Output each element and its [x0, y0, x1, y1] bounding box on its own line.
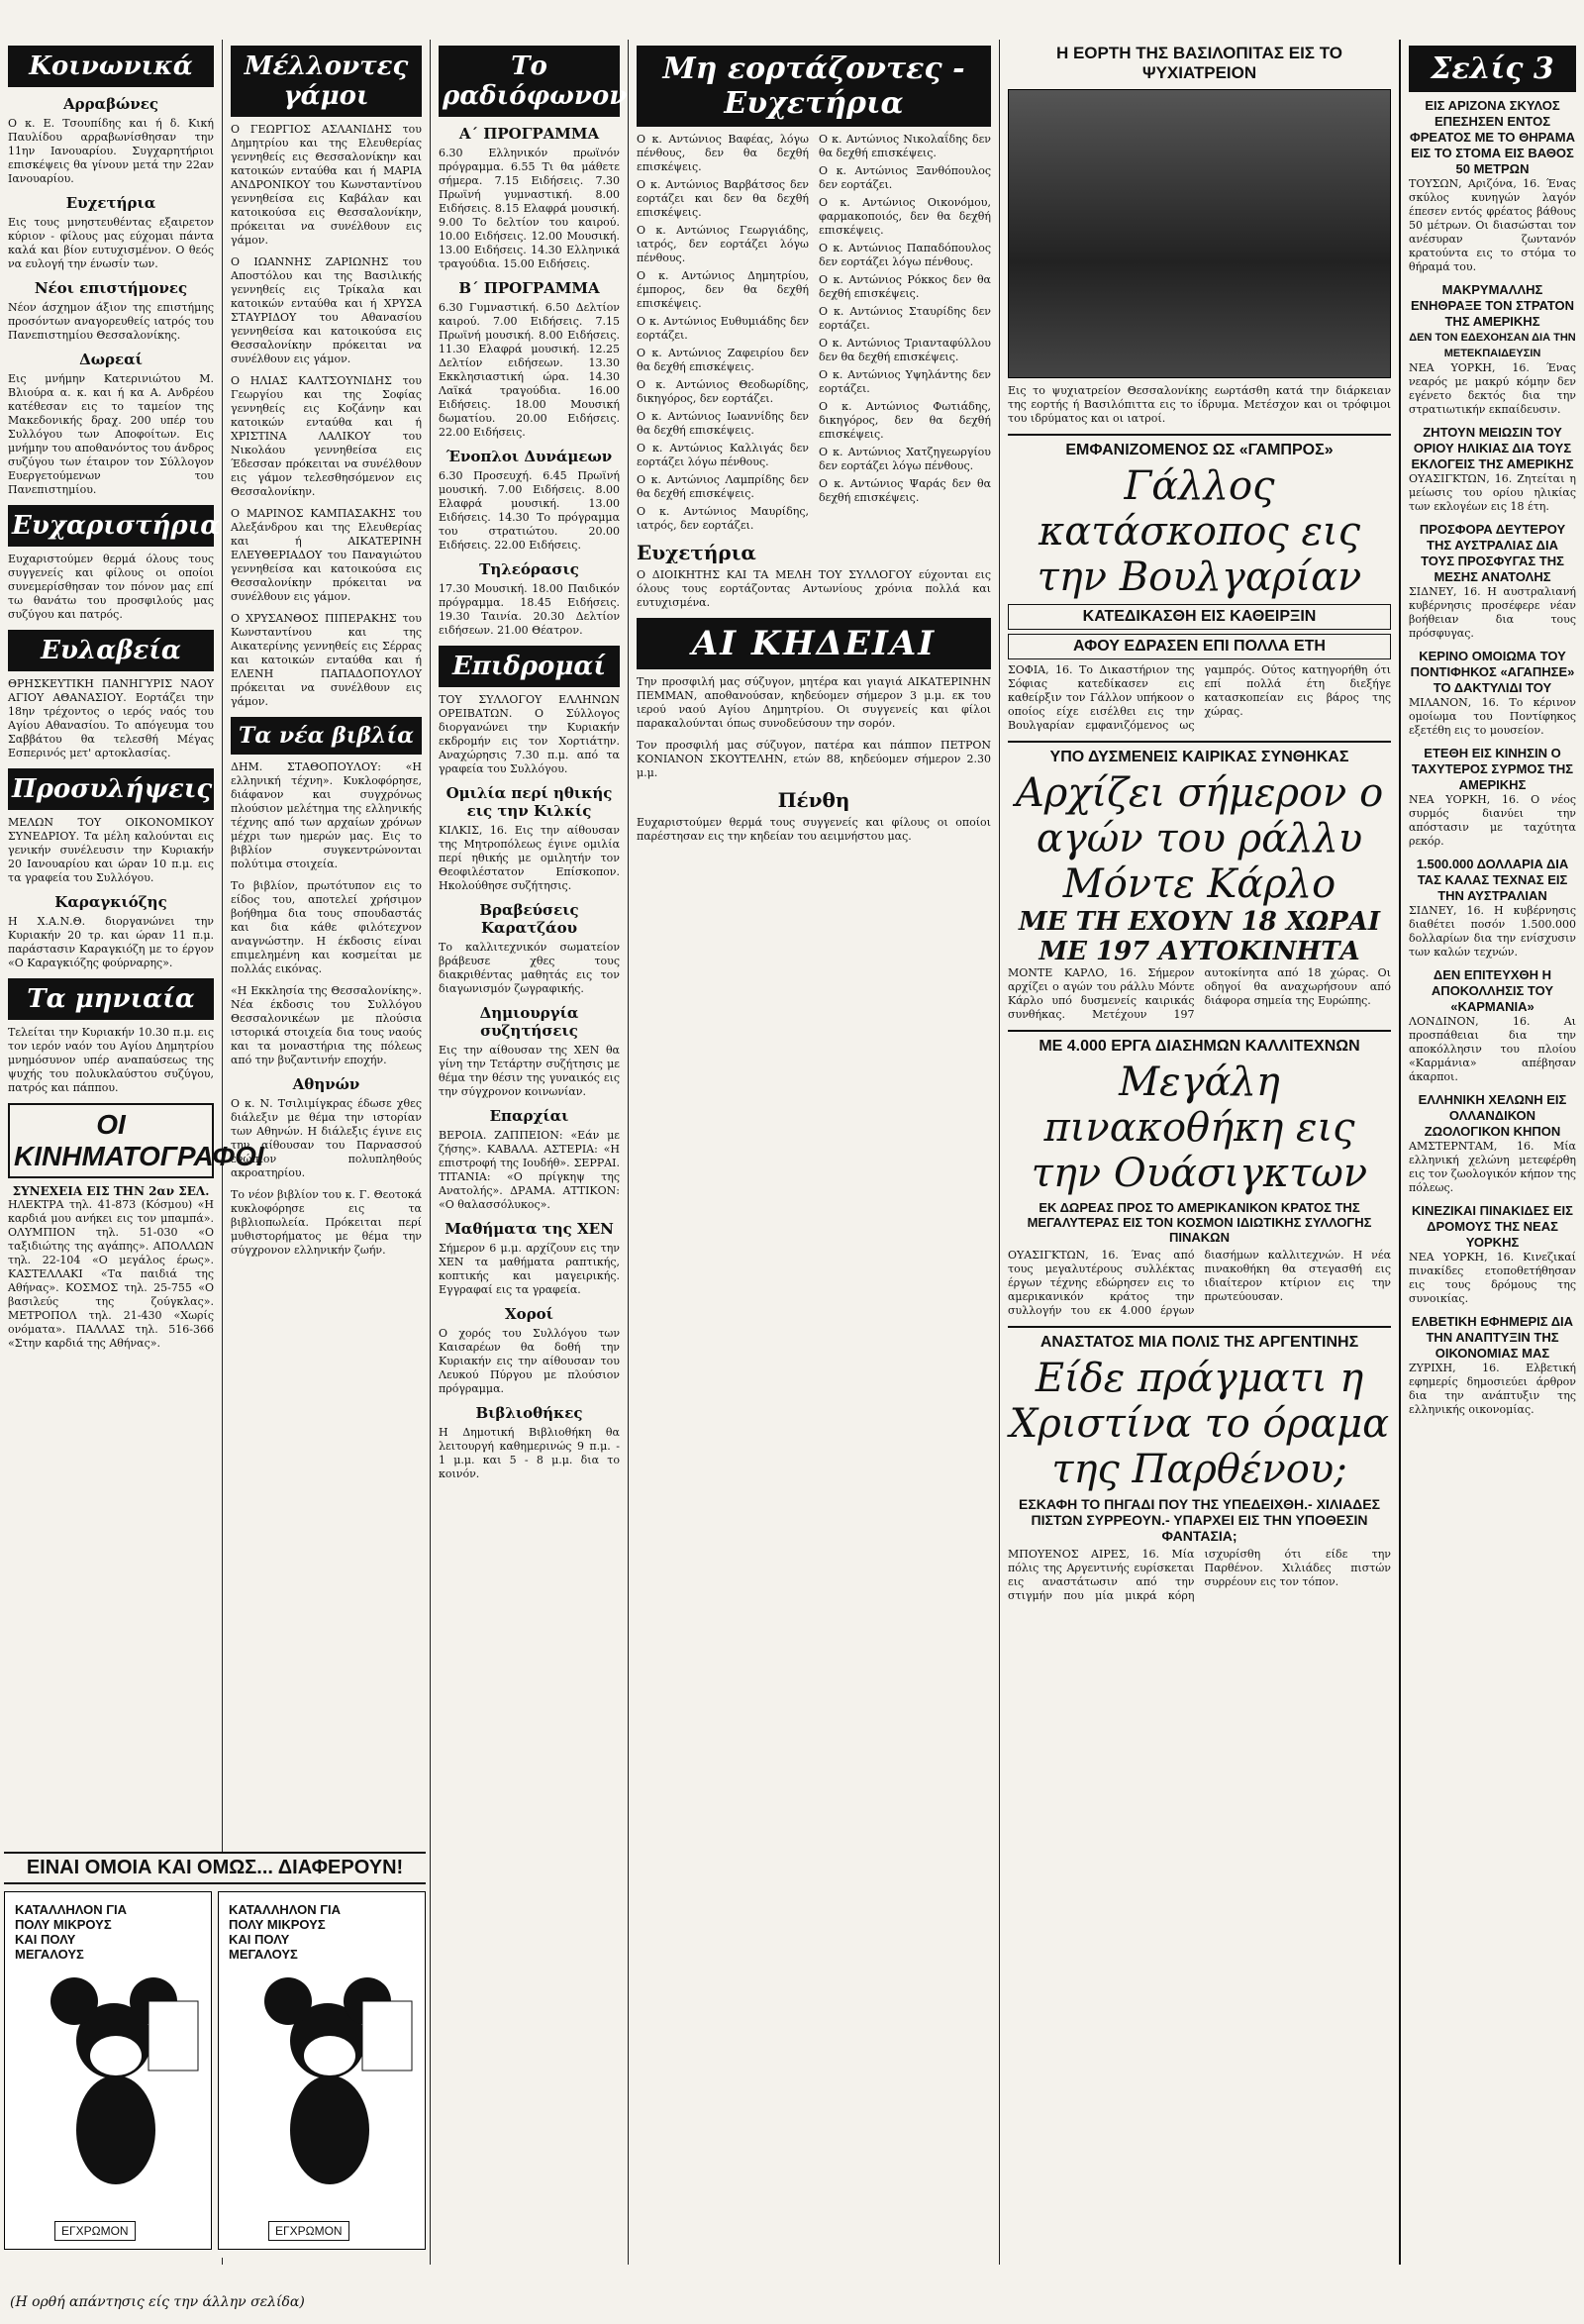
text-block: Το νέον βιβλίον του κ. Γ. Θεοτοκά κυκλοφόρησε εις τα βιβλιοπωλεία. Πρόκειται περί μυθιστορήματος με θέμα την σύγχρονον ελληνικήν ζωήν.	[231, 1188, 422, 1257]
subhead-mourning: Πένθη	[777, 788, 850, 812]
subhead-discussions: Δημιουργία συζητήσεις	[479, 1004, 579, 1040]
story4-title: Είδε πράγματι η Χριστίνα το όραμα της Παρθένου;	[1009, 1356, 1390, 1492]
text-block: Ο ΧΡΥΣΑΝΘΟΣ ΠΙΠΕΡΑΚΗΣ του Κωνσταντίνου και της Αικατερίνης γεννηθείς εις Σέρρας και κατοικών ενταύθα και ή ΕΛΕΝΗ ΠΑΠΑΔΟΠΟΥΛΟΥ πρόκειται να συνέλθουν εις γάμον.	[231, 612, 422, 708]
cartoon-panel-right	[218, 1891, 426, 2250]
subhead-dances: Χοροί	[505, 1305, 553, 1323]
subhead-provinces: Επαρχίαι	[489, 1107, 569, 1125]
banner-invitations: Προσυλήψεις	[8, 768, 214, 810]
text-block: ΤΟΥ ΣΥΛΛΟΓΟΥ ΕΛΛΗΝΩΝ ΟΡΕΙΒΑΤΩΝ. Ο Σύλλογος διοργανώνει την Κυριακήν εκδρομήν εις τον Χορτιάτην. Αναχώρησις 7.30 π.μ. από τα γραφεία του Συλλόγου.	[439, 693, 620, 775]
text-block: Το καλλιτεχνικόν σωματείον βράβευσε χθες τους διακριθέντας μαθητάς εις τον διαγωνισμόν ζωγραφικής.	[439, 941, 620, 995]
subhead-television: Τηλεόρασις	[479, 560, 579, 578]
brief-headline: ΜΑΚΡΥΜΑΛΛΗΣ ΕΝΗΘΡΑΞΕ ΤΟΝ ΣΤΡΑΤΟΝ ΤΗΣ ΑΜΕΡΙΚΗΣ	[1410, 282, 1575, 329]
story4-sub: ΕΣΚΑΦΗ ΤΟ ΠΗΓΑΔΙ ΠΟΥ ΤΗΣ ΥΠΕΔΕΙΧΘΗ.- ΧΙΛΙΑΔΕΣ ΠΙΣΤΩΝ ΣΥΡΡΕΟΥΝ.- ΥΠΑΡΧΕΙ ΕΙΣ ΤΗΝ ΥΠΟΘΕΣΙΝ ΦΑΝΤΑΣΙΑ;	[1019, 1496, 1380, 1544]
story1-kicker: ΕΜΦΑΝΙΖΟΜΕΝΟΣ ΩΣ «ΓΑΜΠΡΟΣ»	[1065, 442, 1334, 458]
subhead-libraries: Βιβλιοθήκες	[475, 1404, 583, 1422]
text-block: Τον προσφιλή μας σύζυγον, πατέρα και πάππον ΠΕΤΡΟΝ ΚΟΝΙΑΝΟΝ ΣΚΟΥΤΕΛΗΝ, ετών 88, κηδεύομεν σήμερον 2.30 μ.μ.	[637, 739, 991, 779]
text-block: ΚΙΛΚΙΣ, 16. Εις την αίθουσαν της Μητροπόλεως έγινε ομιλία περί ηθικής με ομιλητήν τον Θεοφιλέστατον Επίσκοπον. Ηκολούθησε συζήτησις.	[439, 824, 620, 892]
brief-headline: ΕΛΒΕΤΙΚΗ ΕΦΗΜΕΡΙΣ ΔΙΑ ΤΗΝ ΑΝΑΠΤΥΞΙΝ ΤΗΣ ΟΙΚΟΝΟΜΙΑΣ ΜΑΣ	[1411, 1314, 1574, 1361]
text-block: 17.30 Μουσική. 18.00 Παιδικόν πρόγραμμα. 18.45 Ειδήσεις. 19.30 Ταινία. 20.30 Δελτίον ειδήσεων. 21.00 Θέατρον.	[439, 582, 620, 637]
text-block: Ευχαριστούμεν θερμά τους συγγενείς και φίλους οι οποίοι παρέστησαν εις την κηδείαν του αειμνήστου μας.	[637, 816, 991, 843]
cartoon-left-text: ΚΑΤΑΛΛΗΛΟΝ ΓΙΑ ΠΟΛΥ ΜΙΚΡΟΥΣ ΚΑΙ ΠΟΛΥ ΜΕΓΑΛΟΥΣ	[15, 1902, 128, 1962]
text-block: Ο ΗΛΙΑΣ ΚΑΛΤΣΟΥΝΙΔΗΣ του Γεωργίου και της Σοφίας γεννηθείς εις Κοζάνην και κατοικών ενταύθα και ή ΧΡΙΣΤΙΝΑ ΛΑΛΙΚΟΥ του Νικολάου γεννηθείσα εις Έδεσσαν πρόκειται να συνέλθουν εις γάμον τελεσθησόμενον εις Θεσσαλονίκην.	[231, 374, 422, 498]
text-block: Νέον άσχημον άξιον της επιστήμης προσόντων αναγορευθείς ιατρός του Πανεπιστημίου Θεσσαλονίκης.	[8, 301, 214, 342]
photo-psychiatric-celebration	[1008, 89, 1391, 378]
text-block: Σήμερον 6 μ.μ. αρχίζουν εις την ΧΕΝ τα μαθήματα ραπτικής, κοπτικής και μαγειρικής. Εγγραφαί εις τα γραφεία.	[439, 1242, 620, 1296]
cartoon-right-text: ΚΑΤΑΛΛΗΛΟΝ ΓΙΑ ΠΟΛΥ ΜΙΚΡΟΥΣ ΚΑΙ ΠΟΛΥ ΜΕΓΑΛΟΥΣ	[229, 1902, 342, 1962]
subhead-engagements: Αρραβώνες	[62, 95, 159, 113]
brief-headline: ΕΛΛΗΝΙΚΗ ΧΕΛΩΝΗ ΕΙΣ ΟΛΛΑΝΔΙΚΟΝ ΖΩΟΛΟΓΙΚΟΝ ΚΗΠΟΝ	[1418, 1092, 1567, 1139]
banner-social: Κοινωνικά	[8, 46, 214, 87]
brief-headline: 1.500.000 ΔΟΛΛΑΡΙΑ ΔΙΑ ΤΑΣ ΚΑΛΑΣ ΤΕΧΝΑΣ ΕΙΣ ΤΗΝ ΑΥΣΤΡΑΛΙΑΝ	[1416, 857, 1569, 903]
subhead-new-scientists: Νέοι επιστήμονες	[34, 279, 188, 297]
text-block: Ο ΙΩΑΝΝΗΣ ΖΑΡΙΩΝΗΣ του Αποστόλου και της Βασιλικής γεννηθείς εις Τρίκαλα και κατοικών ενταύθα και ή ΧΡΥΣΑ ΣΤΑΥΡΙΔΟΥ του Αθανασίου γεννηθείσα και κατοικούσα εις Θεσσαλονίκην πρόκειται να συνέλθουν εις γάμον.	[231, 255, 422, 365]
column-namedays	[629, 40, 1000, 2265]
column-radio	[431, 40, 629, 2265]
banner-raids: Επιδρομαί	[439, 646, 620, 687]
subhead-program-b: Β΄ ΠΡΟΓΡΑΜΜΑ	[458, 279, 600, 297]
brief-headline: ΖΗΤΟΥΝ ΜΕΙΩΣΙΝ ΤΟΥ ΟΡΙΟΥ ΗΛΙΚΙΑΣ ΔΙΑ ΤΟΥΣ ΕΚΛΟΓΕΙΣ ΤΗΣ ΑΜΕΡΙΚΗΣ	[1411, 425, 1574, 471]
text-block: Η Χ.Α.Ν.Θ. διοργανώνει την Κυριακήν 20 τρ. και ώραν 11 π.μ. παράστασιν Καραγκιόζη με το έργον «Ο Καραγκιόζης φούρναρης».	[8, 915, 214, 969]
text-block: «Η Εκκλησία της Θεσσαλονίκης». Νέα έκδοσις του Συλλόγου Θεσσαλονικέων με πλούσια ιστορικά στοιχεία δια τους ναούς και τα μοναστήρια της πόλεως από την βυζαντινήν εποχήν.	[231, 984, 422, 1066]
text-block: ΜΟΝΤΕ ΚΑΡΛΟ, 16. Σήμερον αρχίζει ο αγών του ράλλυ Μόντε Κάρλο υπό δυσμενείς καιρικάς συνθήκας. Μετέχουν 197 αυτοκίνητα από 18 χώρας. Οι οδηγοί θα αναχωρήσουν από διάφορα σημεία της Ευρώπης.	[1008, 966, 1391, 1021]
brief-headline: ΕΤΕΘΗ ΕΙΣ ΚΙΝΗΣΙΝ Ο ΤΑΧΥΤΕΡΟΣ ΣΥΡΜΟΣ ΤΗΣ ΑΜΕΡΙΚΗΣ	[1411, 746, 1574, 792]
banner-page3: Σελίς 3	[1409, 46, 1576, 92]
story4-dateline: ΜΠΟΥΕΝΟΣ ΑΙΡΕΣ, 16.	[1008, 1548, 1160, 1561]
text-block: Την προσφιλή μας σύζυγον, μητέρα και γιαγιά ΑΙΚΑΤΕΡΙΝΗΝ ΠΕΜΜΑΝ, αποθανούσαν, κηδεύομεν σήμερον 3 μ.μ. εκ του ιερού ναού Αγίου Δημητρίου. Οι συγγενείς και φίλοι παρακαλούνται όπως συνοδεύσουν την σορόν.	[637, 675, 991, 730]
story1-title: Γάλλος κατάσκοπος εις την Βουλγαρίαν	[1037, 463, 1362, 600]
column-center: Η ΕΟΡΤΗ ΤΗΣ ΒΑΣΙΛΟΠΙΤΑΣ ΕΙΣ ΤΟ ΨΥΧΙΑΤΡΕΙΟΝ Εις το ψυχιατρείον Θεσσαλονίκης εωρτάσθη κατά την διάρκειαν της εορτής ή Βασιλόπιττα εις το ίδρυμα. Μετέσχον και οι τρόφιμοι του ιδρύματος και οι ιατροί. ΕΜΦΑΝΙΖΟΜΕΝΟΣ ΩΣ «ΓΑΜΠΡΟΣ» Γάλλος κατάσκοπος εις την Βουλγαρίαν ΚΑΤΕΔΙΚΑΣΘΗ ΕΙΣ ΚΑΘΕΙΡΞΙΝ ΑΦΟΥ ΕΔΡΑΣΕΝ ΕΠΙ ΠΟΛΛΑ ΕΤΗ ΣΟΦΙΑ, 16. Το Δικαστήριον της Σόφιας κατεδίκασεν εις καθείρξιν τον Γάλλον υπήκοον ο οποίος είχε εισέλθει εις την Βουλγαρίαν εμφανιζόμενος ως γαμπρός. Ούτος κατηγορήθη ότι επί πολλά έτη διεξήγε κατασκοπείαν εις βάρος της χώρας. ΥΠΟ ΔΥΣΜΕΝΕΙΣ ΚΑΙΡΙΚΑΣ ΣΥΝΘΗΚΑΣ Αρχίζει σήμερον ο αγών του ράλλυ Μόντε Κάρλο ΜΕ ΤΗ ΕΧΟΥΝ 18 ΧΩΡΑΙ ΜΕ 197 ΑΥΤΟΚΙΝΗΤΑ ΜΟΝΤΕ ΚΑΡΛΟ, 16. Σήμερον αρχίζει ο αγών του ράλλυ Μόντε Κάρλο υπό δυσμενείς καιρικάς συνθήκας. Μετέχουν 197 αυτοκίνητα από 18 χώρας. Οι οδηγοί θα αναχωρήσουν από διάφορα σημεία της Ευρώπης. ΜΕ 4.000 ΕΡΓΑ ΔΙΑΣΗΜΩΝ ΚΑΛΛΙΤΕΧΝΩΝ Μεγάλη πινακοθήκη εις την Ουάσιγκτων ΕΚ ΔΩΡΕΑΣ ΠΡΟΣ ΤΟ ΑΜΕΡΙΚΑΝΙΚΟΝ ΚΡΑΤΟΣ ΤΗΣ ΜΕΓΑΛΥΤΕΡΑΣ ΕΙΣ ΤΟΝ ΚΟΣΜΟΝ ΙΔΙΩΤΙΚΗΣ ΣΥΛΛΟΓΗΣ ΠΙΝΑΚΩΝ ΟΥΑΣΙΓΚΤΩΝ, 16. Ένας από τους μεγαλυτέρους συλλέκτας έργων τέχνης εδώρησεν εις το αμερικανικόν κράτος την συλλογήν του εκ 4.000 έργων διασήμων καλλιτεχνών. Η νέα πινακοθήκη θα στεγασθή εις ιδιαίτερον κτίριον εις την πρωτεύουσαν. ΑΝΑΣΤΑΤΟΣ ΜΙΑ ΠΟΛΙΣ ΤΗΣ ΑΡΓΕΝΤΙΝΗΣ Είδε πράγματι η Χριστίνα το όραμα της Παρθένου; ΕΣΚΑΦΗ ΤΟ ΠΗΓΑΔΙ ΠΟΥ ΤΗΣ ΥΠΕΔΕΙΧΘΗ.- ΧΙΛΙΑΔΕΣ ΠΙΣΤΩΝ ΣΥΡΡΕΟΥΝ.- ΥΠΑΡΧΕΙ ΕΙΣ ΤΗΝ ΥΠΟΘΕΣΙΝ ΦΑΝΤΑΣΙΑ; ΜΠΟΥΕΝΟΣ ΑΙΡΕΣ, 16. Μία πόλις της Αργεντινής ευρίσκεται εις αναστάτωσιν από την στιγμήν που μία μικρά κόρη ισχυρίσθη ότι είδε την Παρθένον. Χιλιάδες πιστών συρρέουν εις τον τόπον.	[1000, 40, 1401, 2265]
banner-piety: Ευλαβεία	[8, 630, 214, 671]
mickey-mouse-drawing-left	[5, 1892, 211, 2249]
brief-headline: ΠΡΟΣΦΟΡΑ ΔΕΥΤΕΡΟΥ ΤΗΣ ΑΥΣΤΡΑΛΙΑΣ ΔΙΑ ΤΟΥΣ ΠΡΟΣΦΥΓΑΣ ΤΗΣ ΜΕΣΗΣ ΑΝΑΤΟΛΗΣ	[1419, 522, 1566, 584]
text-block: Εις το ψυχιατρείον Θεσσαλονίκης εωρτάσθη κατά την διάρκειαν της εορτής ή Βασιλόπιττα εις το ίδρυμα. Μετέσχον και οι τρόφιμοι του ιδρύματος και οι ιατροί.	[1008, 384, 1391, 425]
text-block: ΟΥΑΣΙΓΚΤΩΝ, 16. Ένας από τους μεγαλυτέρους συλλέκτας έργων τέχνης εδώρησεν εις το αμερικανικόν κράτος την συλλογήν του εκ 4.000 έργων διασήμων καλλιτεχνών. Η νέα πινακοθήκη θα στεγασθή εις ιδιαίτερον κτίριον εις την πρωτεύουσαν.	[1008, 1249, 1391, 1317]
text-block: Τελείται την Κυριακήν 10.30 π.μ. εις τον ιερόν ναόν του Αγίου Δημητρίου μνημόσυνον υπέρ αναπαύσεως της ψυχής του πολυκλαύστου συζύγου, πατρός και πάππου.	[8, 1026, 214, 1094]
text-block: Ο ΓΕΩΡΓΙΟΣ ΑΣΛΑΝΙΔΗΣ του Δημητρίου και της Ελευθερίας γεννηθείς εις Θεσσαλονίκην και κατοικών ενταύθα και ή ΜΑΡΙΑ ΑΝΔΡΟΝΙΚΟΥ του Κωνσταντίνου γεννηθείσα εις Καβάλαν και κατοικούσα εις Θεσσαλονίκην, πρόκειται να συνέλθουν εις γάμον.	[231, 123, 422, 247]
cartoon-title: ΕΙΝΑΙ ΟΜΟΙΑ ΚΑΙ ΟΜΩΣ... ΔΙΑΦΕΡΟΥΝ!	[4, 1852, 426, 1884]
mickey-mouse-drawing-right	[219, 1892, 425, 2249]
text-block: ΘΡΗΣΚΕΥΤΙΚΗ ΠΑΝΗΓΥΡΙΣ ΝΑΟΥ ΑΓΙΟΥ ΑΘΑΝΑΣΙΟΥ. Εορτάζει την 18ην τρέχοντος ο ιερός ναός του Αγίου Αθανασίου. Το απόγευμα του Σαββάτου θα τελεσθή Μέγας Εσπερινός μετ' αρτοκλασίας.	[8, 677, 214, 759]
story1-sub1: ΚΑΤΕΔΙΚΑΣΘΗ ΕΙΣ ΚΑΘΕΙΡΞΙΝ	[1008, 604, 1391, 630]
cinema-continued: ΣΥΝΕΧΕΙΑ ΕΙΣ ΤΗΝ 2αν ΣΕΛ.	[12, 1184, 210, 1198]
banner-thanks: Ευχαριστήρια	[8, 505, 214, 547]
text-block: Ο ΔΙΟΙΚΗΤΗΣ ΚΑΙ ΤΑ ΜΕΛΗ ΤΟΥ ΣΥΛΛΟΓΟΥ εύχονται εις όλους τους εορτάζοντας Αντωνίους χρόνια πολλά και ευτυχισμένα.	[637, 568, 991, 609]
subhead-greetings: Ευχετήρια	[65, 194, 156, 212]
column-page3: Σελίς 3 ΕΙΣ ΑΡΙΖΟΝΑ ΣΚΥΛΟΣ ΕΠΕΣΗΣΕΝ ΕΝΤΟΣ ΦΡΕΑΤΟΣ ΜΕ ΤΟ ΘΗΡΑΜΑ ΕΙΣ ΤΟ ΣΤΟΜΑ ΕΙΣ ΒΑΘΟΣ 50 ΜΕΤΡΩΝ ΤΟΥΣΩΝ, Αριζόνα, 16. Ένας σκύλος κυνηγών λαγόν έπεσεν εντός φρέατος βάθους 50 μέτρων. Οι διασώσται τον ανέσυραν ζωντανόν κρατούντα εις το στόμα το θήραμά του. ΜΑΚΡΥΜΑΛΛΗΣ ΕΝΗΘΡΑΞΕ ΤΟΝ ΣΤΡΑΤΟΝ ΤΗΣ ΑΜΕΡΙΚΗΣ ΔΕΝ ΤΟΝ ΕΔΕΧΟΗΣΑΝ ΔΙΑ ΤΗΝ ΜΕΤΕΚΠΑΙΔΕΥΣΙΝ ΝΕΑ ΥΟΡΚΗ, 16. Ένας νεαρός με μακρύ κόμην δεν εγένετο δεκτός δια την στρατιωτικήν εκπαίδευσιν. ΖΗΤΟΥΝ ΜΕΙΩΣΙΝ ΤΟΥ ΟΡΙΟΥ ΗΛΙΚΙΑΣ ΔΙΑ ΤΟΥΣ ΕΚΛΟΓΕΙΣ ΤΗΣ ΑΜΕΡΙΚΗΣ ΟΥΑΣΙΓΚΤΩΝ, 16. Ζητείται η μείωσις του ορίου ηλικίας των εκλογέων εις 18 έτη. ΠΡΟΣΦΟΡΑ ΔΕΥΤΕΡΟΥ ΤΗΣ ΑΥΣΤΡΑΛΙΑΣ ΔΙΑ ΤΟΥΣ ΠΡΟΣΦΥΓΑΣ ΤΗΣ ΜΕΣΗΣ ΑΝΑΤΟΛΗΣ ΣΙΔΝΕΥ, 16. Η αυστραλιανή κυβέρνησις προσέφερε νέαν βοήθειαν δια τους πρόσφυγας. ΚΕΡΙΝΟ ΟΜΟΙΩΜΑ ΤΟΥ ΠΟΝΤΙΦΗΚΟΣ «ΑΓΑΠΗΣΕ» ΤΟ ΔΑΚΤΥΛΙΔΙ ΤΟΥ ΜΙΛΑΝΟΝ, 16. Το κέρινον ομοίωμα του Ποντίφηκος εξετέθη εις το μουσείον. ΕΤΕΘΗ ΕΙΣ ΚΙΝΗΣΙΝ Ο ΤΑΧΥΤΕΡΟΣ ΣΥΡΜΟΣ ΤΗΣ ΑΜΕΡΙΚΗΣ ΝΕΑ ΥΟΡΚΗ, 16. Ο νέος συρμός διανύει την απόστασιν με ταχύτητα ρεκόρ. 1.500.000 ΔΟΛΛΑΡΙΑ ΔΙΑ ΤΑΣ ΚΑΛΑΣ ΤΕΧΝΑΣ ΕΙΣ ΤΗΝ ΑΥΣΤΡΑΛΙΑΝ ΣΙΔΝΕΥ, 16. Η κυβέρνησις διαθέτει ποσόν 1.500.000 δολλαρίων δια την ενίσχυσιν των καλών τεχνών. ΔΕΝ ΕΠΙΤΕΥΧΘΗ Η ΑΠΟΚΟΛΛΗΣΙΣ ΤΟΥ «ΚΑΡΜΑΝΙΑ» ΛΟΝΔΙΝΟΝ, 16. Αι προσπάθειαι δια την αποκόλλησιν του πλοίου «Καρμάνια» απέβησαν άκαρποι. ΕΛΛΗΝΙΚΗ ΧΕΛΩΝΗ ΕΙΣ ΟΛΛΑΝΔΙΚΟΝ ΖΩΟΛΟΓΙΚΟΝ ΚΗΠΟΝ ΑΜΣΤΕΡΝΤΑΜ, 16. Μία ελληνική χελώνη μετεφέρθη εις τον ζωολογικόν κήπον της πόλεως. ΚΙΝΕΖΙΚΑΙ ΠΙΝΑΚΙΔΕΣ ΕΙΣ ΔΡΟΜΟΥΣ ΤΗΣ ΝΕΑΣ ΥΟΡΚΗΣ ΝΕΑ ΥΟΡΚΗ, 16. Κινεζικαί πινακίδες ετοποθετήθησαν εις τους δρόμους της συνοικίας. ΕΛΒΕΤΙΚΗ ΕΦΗΜΕΡΙΣ ΔΙΑ ΤΗΝ ΑΝΑΠΤΥΞΙΝ ΤΗΣ ΟΙΚΟΝΟΜΙΑΣ ΜΑΣ ΖΥΡΙΧΗ, 16. Ελβετική εφημερίς δημοσιεύει άρθρον δια την ανάπτυξιν της ελληνικής οικονομίας.	[1401, 40, 1584, 2265]
nameday-list: Ο κ. Αντώνιος Βαφέας, λόγω πένθους, δεν θα δεχθή επισκέψεις. Ο κ. Αντώνιος Βαρβάτσος δεν εορτάζει και δεν θα δεχθή επισκέψεις. Ο κ. Αντώνιος Γεωργιάδης, ιατρός, δεν εορτάζει λόγω πένθους. Ο κ. Αντώνιος Δημητρίου, έμπορος, δεν θα δεχθή επισκέψεις. Ο κ. Αντώνιος Ευθυμιάδης δεν εορτάζει. Ο κ. Αντώνιος Ζαφειρίου δεν θα δεχθή επισκέψεις. Ο κ. Αντώνιος Θεοδωρίδης, δικηγόρος, δεν εορτάζει. Ο κ. Αντώνιος Ιωαννίδης δεν θα δεχθή επισκέψεις. Ο κ. Αντώνιος Καλλιγάς δεν εορτάζει λόγω πένθους. Ο κ. Αντώνιος Λαμπρίδης δεν θα δεχθή επισκέψεις. Ο κ. Αντώνιος Μαυρίδης, ιατρός, δεν εορτάζει. Ο κ. Αντώνιος Νικολαΐδης δεν θα δεχθή επισκέψεις. Ο κ. Αντώνιος Ξανθόπουλος δεν εορτάζει. Ο κ. Αντώνιος Οικονόμου, φαρμακοποιός, δεν θα δεχθή επισκέψεις. Ο κ. Αντώνιος Παπαδόπουλος δεν εορτάζει λόγω πένθους. Ο κ. Αντώνιος Ρόκκος δεν θα δεχθή επισκέψεις. Ο κ. Αντώνιος Σταυρίδης δεν εορτάζει. Ο κ. Αντώνιος Τριανταφύλλου δεν θα δεχθή επισκέψεις. Ο κ. Αντώνιος Υψηλάντης δεν εορτάζει. Ο κ. Αντώνιος Φωτιάδης, δικηγόρος, δεν θα δεχθή επισκέψεις. Ο κ. Αντώνιος Χατζηγεωργίου δεν εορτάζει λόγω πένθους. Ο κ. Αντώνιος Ψαράς δεν θα δεχθή επισκέψεις.	[637, 133, 991, 532]
banner-radio: Το ραδιόφωνον	[439, 46, 620, 117]
text-block: 6.30 Προσευχή. 6.45 Πρωϊνή μουσική. 7.00 Ειδήσεις. 8.00 Ελαφρά μουσική. 13.00 Ειδήσεις. 14.30 Το πρόγραμμα του στρατιώτου. 20.00 Ειδήσεις. 22.00 Ειδήσεις.	[439, 469, 620, 552]
story3-kicker: ΜΕ 4.000 ΕΡΓΑ ΔΙΑΣΗΜΩΝ ΚΑΛΛΙΤΕΧΝΩΝ	[1039, 1038, 1360, 1055]
banner-monthly: Τα μηνιαία	[8, 978, 214, 1020]
banner-cinemas: ΟΙ ΚΙΝΗΜΑΤΟΓΡΑΦΟΙ	[8, 1103, 214, 1178]
story3-sub: ΕΚ ΔΩΡΕΑΣ ΠΡΟΣ ΤΟ ΑΜΕΡΙΚΑΝΙΚΟΝ ΚΡΑΤΟΣ ΤΗΣ ΜΕΓΑΛΥΤΕΡΑΣ ΕΙΣ ΤΟΝ ΚΟΣΜΟΝ ΙΔΙΩΤΙΚΗΣ ΣΥΛΛΟΓΗΣ ΠΙΝΑΚΩΝ	[1027, 1200, 1372, 1245]
text-block: ΔΗΜ. ΣΤΑΘΟΠΟΥΛΟΥ: «Η ελληνική τέχνη». Κυκλοφόρησε, διάφανον και συγχρόνως πλούσιον μελέτημα της ελληνικής τέχνης από των αρχαίων χρόνων μέχρι των ημερών μας. Εις το βιβλίον συγκεντρώνονται πολύτιμα στοιχεία.	[231, 760, 422, 870]
text-block: ΒΕΡΟΙΑ. ΖΑΠΠΕΙΟΝ: «Εάν με ζήσης». ΚΑΒΑΛΑ. ΑΣΤΕΡΙΑ: «Η επιστροφή της Ιουδήθ». ΣΕΡΡΑΙ. ΤΙΤΑΝΙΑ: «Ο πρίγκηψ της Ανατολής». ΔΡΑΜΑ. ΑΤΤΙΚΟΝ: «Ο θαλασσόλυκος».	[439, 1129, 620, 1211]
story4-kicker: ΑΝΑΣΤΑΤΟΣ ΜΙΑ ΠΟΛΙΣ ΤΗΣ ΑΡΓΕΝΤΙΝΗΣ	[1040, 1334, 1359, 1351]
story2-title: Αρχίζει σήμερον ο αγών του ράλλυ Μόντε Κάρλο	[1015, 770, 1384, 907]
story3-title: Μεγάλη πινακοθήκη εις την Ουάσιγκτων	[1031, 1060, 1368, 1196]
subhead-armed-forces: Ένοπλοι Δυνάμεων	[446, 448, 613, 465]
cinema-listings: ΗΛΕΚΤΡΑ τηλ. 41-873 (Κόσμου) «Η καρδιά μου ανήκει εις τον μπαμπά». ΟΛΥΜΠΙΟΝ τηλ. 51-030 «Ο ταξιδιώτης της αγάπης». ΑΠΟΛΛΩΝ τηλ. 22-104 «Ο μεγάλος έρως». ΚΑΣΤΕΛΛΑΚΙ «Τα παιδιά της Αθήνας». ΚΟΣΜΟΣ τηλ. 25-755 «Ο βασιλεύς της ζούγκλας». ΜΕΤΡΟΠΟΛ τηλ. 21-430 «Χωρίς ονόματα». ΠΑΛΛΑΣ τηλ. 516-366 «Στην καρδιά της Αθήνας».	[8, 1198, 214, 1350]
cartoon-ad	[4, 1852, 426, 2258]
text-block: Ο ΜΑΡΙΝΟΣ ΚΑΜΠΑΣΑΚΗΣ του Αλεξάνδρου και της Ελευθερίας και ή ΑΙΚΑΤΕΡΙΝΗ ΕΛΕΥΘΕΡΙΑΔΟΥ του Παναγιώτου γεννηθείσα και κατοικούσα εις Θεσσαλονίκην πρόκειται να συνέλθουν εις γάμον.	[231, 507, 422, 603]
cartoon-label-left: ΕΓΧΡΩΜΟΝ	[54, 2221, 136, 2241]
brief-headline: ΕΙΣ ΑΡΙΖΟΝΑ ΣΚΥΛΟΣ ΕΠΕΣΗΣΕΝ ΕΝΤΟΣ ΦΡΕΑΤΟΣ ΜΕ ΤΟ ΘΗΡΑΜΑ ΕΙΣ ΤΟ ΣΤΟΜΑ ΕΙΣ ΒΑΘΟΣ 50 ΜΕΤΡΩΝ	[1410, 98, 1575, 176]
subhead-xen-lessons: Μαθήματα της ΧΕΝ	[445, 1220, 614, 1238]
footer-note: (Η ορθή απάντησις είς την άλλην σελίδα)	[10, 2294, 305, 2310]
banner-new-books: Τα νέα βιβλία	[231, 717, 422, 755]
brief-headline: ΚΕΡΙΝΟ ΟΜΟΙΩΜΑ ΤΟΥ ΠΟΝΤΙΦΗΚΟΣ «ΑΓΑΠΗΣΕ» ΤΟ ΔΑΚΤΥΛΙΔΙ ΤΟΥ	[1410, 649, 1575, 695]
text-block: 6.30 Γυμναστική. 6.50 Δελτίον καιρού. 7.00 Ειδήσεις. 7.15 Πρωϊνή μουσική. 8.00 Ειδήσεις. 11.30 Ελαφρά μουσική. 12.25 Δελτίον ειδήσεων. 13.30 Εκκλησιαστική ώρα. 14.30 Λαϊκά τραγούδια. 16.00 Ειδήσεις. 18.00 Μουσική δωματίου. 20.00 Ειδήσεις. 22.00 Ειδήσεις.	[439, 301, 620, 439]
story2-kicker: ΥΠΟ ΔΥΣΜΕΝΕΙΣ ΚΑΙΡΙΚΑΣ ΣΥΝΘΗΚΑΣ	[1049, 749, 1349, 765]
text-block: Το βιβλίον, πρωτότυπον εις το είδος του, αποτελεί χρήσιμον βοήθημα δια τους σπουδαστάς και δια κάθε φιλότεχνον αναγνώστην. Η έκδοσις είναι επιμελημένη και κοσμείται με πολλάς εικόνας.	[231, 879, 422, 975]
subhead-ethics-talk: Ομιλία περί ηθικής εις την Κιλκίς	[446, 784, 613, 820]
banner-weddings: Μέλλοντες γάμοι	[231, 46, 422, 117]
subhead-awards: Βραβεύσεις Καρατζάου	[479, 901, 579, 937]
text-block: Ο κ. Ν. Τσιλιμίγκρας έδωσε χθες διάλεξιν με θέμα την ιστορίαν των Αθηνών. Η διάλεξις έγινε εις την αίθουσαν του Παρνασσού ενώπιον πολυπληθούς ακροατηρίου.	[231, 1097, 422, 1179]
text-block: ΜΕΛΩΝ ΤΟΥ ΟΙΚΟΝΟΜΙΚΟΥ ΣΥΝΕΔΡΙΟΥ. Τα μέλη καλούνται εις γενικήν συνέλευσιν την Κυριακήν 20 Ιανουαρίου και ώραν 10 π.μ. εις τα γραφεία του Συλλόγου.	[8, 816, 214, 884]
brief-headline: ΔΕΝ ΤΟΝ ΕΔΕΧΟΗΣΑΝ ΔΙΑ ΤΗΝ ΜΕΤΕΚΠΑΙΔΕΥΣΙΝ	[1409, 332, 1576, 359]
text-block: Εις τους μνηστευθέντας εξαιρετον κύριον - φίλους μας εύχομαι πάντα καλά και βίον ευτυχισμένον. Ο θεός να ευλογή την ένωσίν των.	[8, 216, 214, 270]
text-block: 6.30 Ελληνικόν πρωϊνόν πρόγραμμα. 6.55 Τι θα μάθετε σήμερα. 7.15 Ειδήσεις. 7.30 Πρωϊνή γυμναστική. 8.00 Ειδήσεις. 8.15 Ελαφρά μουσική. 9.00 Το δελτίον του καιρού. 10.00 Ειδήσεις. 12.00 Μουσική. 13.00 Ειδήσεις. 14.30 Ελληνικά τραγούδια. 15.00 Ειδήσεις.	[439, 147, 620, 270]
text-block: Ευχαριστούμεν θερμά όλους τους συγγενείς και φίλους οι οποίοι συνεμερίσθησαν τον πόνον μας επί τω θανάτω του προσφιλούς μας συζύγου και πατρός.	[8, 553, 214, 621]
banner-namedays: Μη εορτάζοντες - Ευχετήρια	[637, 46, 991, 127]
text-block: Η Δημοτική Βιβλιοθήκη θα λειτουργή καθημερινώς 9 π.μ. - 1 μ.μ. και 5 - 8 μ.μ. δια το κοινόν.	[439, 1426, 620, 1480]
text-block: Εις μνήμην Κατερινιώτου Μ. Βλιούρα α. κ. και ή κα Α. Ανδρέου κατέθεσαν εις το ταμείον της Μακεδονικής δραχ. 200 υπέρ του Συλλόγου των Αποφοίτων. Εις μνήμην του αποθανόντος του άνδρος συζύγου των έταιρον τον Σύλλογον Ευεργετούμενων του Πανεπιστημίου.	[8, 372, 214, 496]
text-block: ΣΟΦΙΑ, 16. Το Δικαστήριον της Σόφιας κατεδίκασεν εις καθείρξιν τον Γάλλον υπήκοον ο οποίος είχε εισέλθει εις την Βουλγαρίαν εμφανιζόμενος ως γαμπρός. Ούτος κατηγορήθη ότι επί πολλά έτη διεξήγε κατασκοπείαν εις βάρος της χώρας.	[1008, 663, 1391, 732]
subhead-program-a: Α΄ ΠΡΟΓΡΑΜΜΑ	[458, 125, 600, 143]
brief-headline: ΚΙΝΕΖΙΚΑΙ ΠΙΝΑΚΙΔΕΣ ΕΙΣ ΔΡΟΜΟΥΣ ΤΗΣ ΝΕΑΣ ΥΟΡΚΗΣ	[1412, 1203, 1573, 1250]
text-block: Ο κ. Ε. Τσουπίδης και ή δ. Κική Παυλίδου αρραβωνίσθησαν την 11ην Ιανουαρίου. Συγχαρητήριοι επισκέψεις θα γίνουν μετά την 22αν Ιανουαρίου.	[8, 117, 214, 185]
subhead-donations: Δωρεαί	[79, 351, 143, 368]
brief-headline: ΔΕΝ ΕΠΙΤΕΥΧΘΗ Η ΑΠΟΚΟΛΛΗΣΙΣ ΤΟΥ «ΚΑΡΜΑΝΙΑ»	[1431, 967, 1554, 1014]
story2-sub: ΜΕ ΤΗ ΕΧΟΥΝ 18 ΧΩΡΑΙ ΜΕ 197 ΑΥΤΟΚΙΝΗΤΑ	[1018, 907, 1381, 966]
text-block: Ο χορός του Συλλόγου των Καισαρέων θα δοθή την Κυριακήν εις την αίθουσαν του Λευκού Πύργου με πλούσιον πρόγραμμα.	[439, 1327, 620, 1395]
cartoon-label-right: ΕΓΧΡΩΜΟΝ	[268, 2221, 349, 2241]
cartoon-panel-left	[4, 1891, 212, 2250]
subhead-karagiozis: Καραγκιόζης	[54, 893, 167, 911]
photo-caption: Η ΕΟΡΤΗ ΤΗΣ ΒΑΣΙΛΟΠΙΤΑΣ ΕΙΣ ΤΟ ΨΥΧΙΑΤΡΕΙΟΝ	[1055, 44, 1343, 82]
story1-sub2: ΑΦΟΥ ΕΔΡΑΣΕΝ ΕΠΙ ΠΟΛΛΑ ΕΤΗ	[1008, 634, 1391, 659]
banner-funerals: ΑΙ ΚΗΔΕΙΑΙ	[637, 618, 991, 669]
text-block: Εις την αίθουσαν της ΧΕΝ θα γίνη την Τετάρτην συζήτησις με θέμα την θέσιν της γυναικός εις την σύγχρονον κοινωνίαν.	[439, 1044, 620, 1098]
subhead-athens: Αθηνών	[292, 1075, 360, 1093]
subhead-greetings-2: Ευχετήρια	[637, 541, 756, 564]
